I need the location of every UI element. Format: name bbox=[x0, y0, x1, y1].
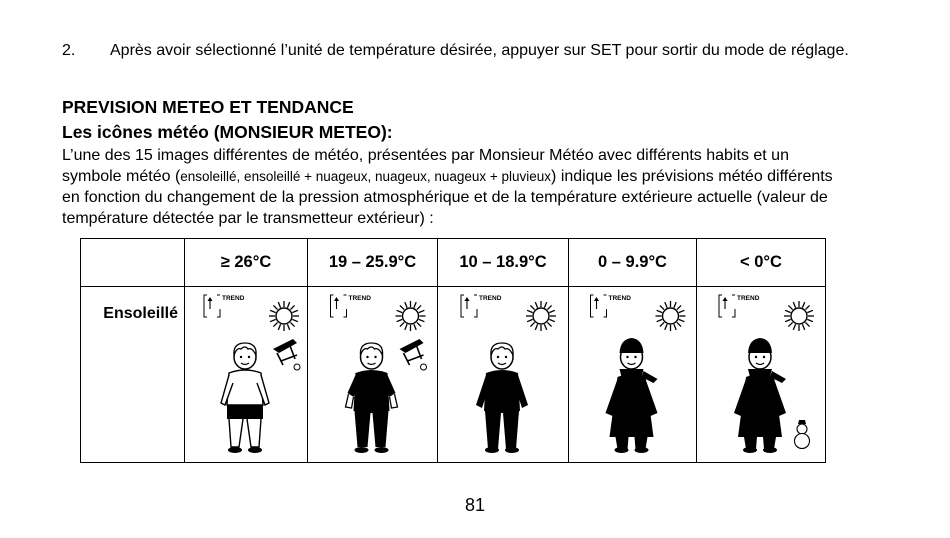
row-label: Ensoleillé bbox=[81, 287, 185, 463]
weather-cell bbox=[569, 287, 697, 463]
weather-illustration bbox=[308, 287, 437, 461]
monsieur-meteo-figure bbox=[606, 338, 658, 453]
step-number: 2. bbox=[62, 42, 76, 59]
header-empty-cell bbox=[81, 239, 185, 287]
trend-label: TREND bbox=[608, 295, 631, 302]
monsieur-meteo-figure bbox=[476, 343, 528, 453]
trend-label: TREND bbox=[479, 295, 502, 302]
snowman-icon bbox=[795, 420, 810, 449]
weather-illustration bbox=[697, 287, 825, 461]
sun-icon bbox=[526, 301, 556, 331]
trend-indicator-icon bbox=[719, 295, 735, 317]
header-temp-range: 10 – 18.9°C bbox=[438, 239, 569, 287]
weather-illustration bbox=[185, 287, 307, 461]
weather-cell bbox=[308, 287, 438, 463]
header-temp-range: ≥ 26°C bbox=[185, 239, 308, 287]
sun-icon bbox=[396, 301, 426, 331]
monsieur-meteo-figure bbox=[221, 343, 269, 453]
table-row-sunny bbox=[81, 287, 826, 463]
table-header-row bbox=[81, 239, 826, 287]
step-text: Après avoir sélectionné l’unité de température désirée, appuyer sur SET pour sortir du mode de réglage. bbox=[110, 42, 849, 59]
weather-cell bbox=[697, 287, 826, 463]
trend-indicator-icon bbox=[591, 295, 607, 317]
page-number: 81 bbox=[464, 495, 486, 515]
weather-cell bbox=[438, 287, 569, 463]
paragraph-part-1: L’une des 15 images différentes de météo, présentées par Monsieur Météo avec différents habits et un symbole météo ( bbox=[62, 147, 789, 185]
weather-cell bbox=[185, 287, 308, 463]
header-temp-range: 19 – 25.9°C bbox=[308, 239, 438, 287]
header-temp-range: < 0°C bbox=[697, 239, 826, 287]
trend-indicator-icon bbox=[204, 295, 220, 317]
weather-icons-table bbox=[80, 238, 826, 463]
sun-icon bbox=[784, 301, 814, 331]
trend-indicator-icon bbox=[461, 295, 477, 317]
trend-label: TREND bbox=[737, 295, 760, 302]
sun-icon bbox=[656, 301, 686, 331]
deck-chair-icon bbox=[400, 339, 427, 370]
paragraph-part-3: ) indique les prévisions météo différents en fonction du changement de la pression atmosphérique et de la température extérieure actuelle (valeur de température détectée par le transmetteur extérieur) : bbox=[62, 168, 833, 227]
section-heading: PREVISION METEO ET TENDANCE bbox=[62, 97, 354, 117]
monsieur-meteo-figure bbox=[734, 338, 786, 453]
header-temp-range: 0 – 9.9°C bbox=[569, 239, 697, 287]
monsieur-meteo-figure bbox=[346, 343, 398, 453]
deck-chair-icon bbox=[273, 339, 300, 370]
trend-label: TREND bbox=[348, 295, 371, 302]
sun-icon bbox=[269, 301, 299, 331]
trend-indicator-icon bbox=[331, 295, 347, 317]
description-paragraph bbox=[62, 145, 852, 229]
section-subheading: Les icônes météo (MONSIEUR METEO): bbox=[62, 122, 393, 142]
trend-label: TREND bbox=[222, 295, 245, 302]
weather-illustration bbox=[569, 287, 696, 461]
weather-illustration bbox=[438, 287, 568, 461]
paragraph-symbols: ensoleillé, ensoleillé + nuageux, nuageux, nuageux + pluvieux bbox=[180, 169, 552, 184]
